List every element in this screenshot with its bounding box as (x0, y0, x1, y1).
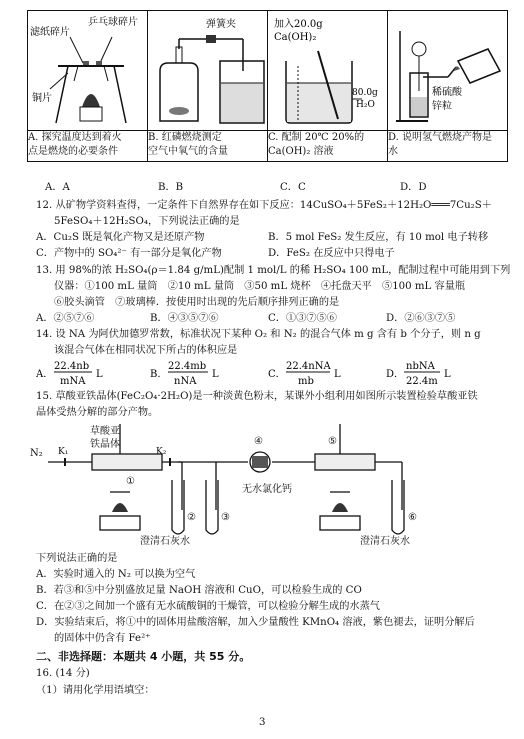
q14-line2: 该混合气体在相同状况下所占的体积应是 (54, 345, 238, 356)
q15-option-a: A．实验时通入的 N₂ 可以换为空气 (36, 569, 196, 580)
label-n3: ③ (221, 512, 230, 523)
label-cacl2: 无水氯化钙 (242, 484, 292, 495)
q14-options (36, 358, 496, 388)
q14-label-d: D． (386, 369, 405, 380)
q13-line2: 仪器：①100 mL 量筒 ②10 mL 量筒 ③50 mL 烧杯 ④托盘天平 ⑤100 mL 容量瓶 (54, 281, 466, 292)
q13-line3: ⑥胶头滴管 ⑦玻璃棒．按使用时出现的先后顺序排列正确的是 (54, 297, 340, 308)
q14-d-unit: L (444, 369, 451, 380)
label-copper: 铜片 (32, 93, 52, 104)
q15-line1: 15. 草酸亚铁晶体(FeC₂O₄·2H₂O)是一种淡黄色粉末，某课外小组利用如图所示装置检验草酸亚铁 (36, 391, 478, 402)
section-heading: 二、非选择题：本题共 4 小题，共 55 分。 (36, 650, 251, 663)
apparatus-d (388, 11, 507, 130)
label-limewater-2: 澄清石灰水 (360, 536, 410, 547)
q13-option-c: C．①③⑦⑤⑥ (268, 313, 337, 324)
q15-option-c: C．在②③之间加一个盛有无水硫酸铜的干燥管，可以检验分解生成的水蒸气 (36, 601, 380, 612)
option-d: D．D (400, 182, 427, 193)
q13-option-d: D．②⑥③⑦⑤ (386, 313, 456, 324)
q12-line1: 12. 从矿物学资料查得，一定条件下自然界存在如下反应：14CuSO₄＋5FeS₂＋12H₂O═══7Cu₂S＋ (36, 200, 492, 211)
q14-a-num: 22.4nb (54, 361, 90, 372)
q12-option-a: A．Cu₂S 既是氧化产物又是还原产物 (36, 232, 205, 243)
q13-line1: 13. 用 98%的浓 H₂SO₄(ρ＝1.84 g/mL)配制 1 mol/L 的稀 H₂SO₄ 100 mL，配制过程中可能用到下列 (36, 265, 511, 276)
apparatus-c (268, 11, 387, 130)
q14-b-unit: L (212, 369, 219, 380)
label-spring-clip: 弹簧夹 (206, 19, 236, 30)
q14-b-den: nNA (174, 376, 197, 387)
label-caoh2: Ca(OH)₂ (274, 32, 317, 43)
label-crystal-1: 草酸亚 (90, 426, 120, 437)
apparatus-b (148, 11, 267, 130)
label-n6: ⑥ (408, 512, 417, 523)
q12-option-c: C．产物中的 SO₄²⁻ 有一部分是氧化产物 (36, 248, 222, 259)
label-k1: K₁ (58, 447, 69, 457)
label-add: 加入20.0g (274, 19, 323, 30)
label-water: H₂O (356, 100, 375, 110)
label-dilute-acid: 稀硫酸 (432, 87, 462, 98)
q14-d-den: 22.4m (406, 376, 438, 387)
label-filter-paper: 滤纸碎片 (30, 27, 70, 38)
q14-c-num: 22.4nNA (286, 361, 331, 372)
q15-option-d-line2: 的固体中仍含有 Fe²⁺ (54, 633, 151, 644)
q13-option-b: B．④③⑤⑦⑥ (150, 313, 219, 324)
label-limewater-1: 澄清石灰水 (140, 536, 190, 547)
label-n4: ④ (254, 436, 263, 447)
caption-a: A. 探究温度达到着火 点是燃烧的必要条件 (28, 131, 148, 162)
option-c: C．C (280, 182, 306, 193)
q14-line1: 14. 设 NA 为阿伏加德罗常数，标准状况下某种 O₂ 和 N₂ 的混合气体 m g 含有 b 个分子，则 n g (36, 329, 481, 340)
label-crystal-2: 铁晶体 (90, 439, 120, 450)
label-k2: K₂ (156, 447, 167, 457)
q12-option-b: B．5 mol FeS₂ 发生反应，有 10 mol 电子转移 (268, 232, 489, 243)
q15-stem: 下列说法正确的是 (36, 553, 118, 564)
experiment-table (27, 10, 508, 162)
q15-option-b: B．若③和⑤中分别盛放足量 NaOH 溶液和 CuO，可以检验生成的 CO (36, 585, 362, 596)
q14-c-unit: L (334, 369, 341, 380)
label-zinc: 锌粒 (432, 101, 452, 112)
q12-line2: 5FeSO₄＋12H₂SO₄，下列说法正确的是 (54, 216, 240, 227)
q16-subpart: （1）请用化学用语填空： (36, 685, 155, 696)
q12-option-d: D．FeS₂ 在反应中只得电子 (268, 248, 395, 259)
caption-c: C. 配制 20℃ 20%的 Ca(OH)₂ 溶液 (268, 131, 388, 162)
apparatus-a (28, 11, 147, 130)
q14-a-den: mNA (60, 376, 86, 387)
caption-b: B. 红磷燃烧测定 空气中氧气的含量 (148, 131, 268, 162)
q14-label-a: A． (36, 369, 54, 380)
option-b: B．B (158, 182, 184, 193)
q13-option-a: A．②⑤⑦⑥ (36, 313, 95, 324)
page-number: 3 (259, 717, 266, 728)
label-n2: N₂ (30, 448, 43, 459)
caption-d: D. 说明氢气燃烧产物是 水 (388, 131, 508, 162)
option-a: A．A (45, 182, 70, 193)
q15-option-d-line1: D．实验结束后，将①中的固体用盐酸溶解，加入少量酸性 KMnO₄ 溶液，紫色褪去，证明分解后 (36, 617, 475, 628)
q14-d-num: nbNA (406, 361, 435, 372)
q15-line2: 晶体受热分解的部分产物。 (36, 407, 159, 418)
label-n2-circle: ② (187, 512, 196, 523)
q14-c-den: mb (298, 376, 314, 387)
q14-b-num: 22.4mb (168, 361, 207, 372)
q14-label-c: C． (268, 369, 286, 380)
label-n5: ⑤ (328, 436, 337, 447)
label-n1: ① (126, 476, 135, 487)
q15-apparatus (30, 420, 500, 548)
q14-a-unit: L (96, 369, 103, 380)
label-water-mass: 80.0g (352, 88, 378, 98)
q14-label-b: B． (150, 369, 168, 380)
label-pingpong: 乒乓球碎片 (88, 17, 138, 28)
q16-heading: 16. (14 分) (36, 668, 90, 679)
